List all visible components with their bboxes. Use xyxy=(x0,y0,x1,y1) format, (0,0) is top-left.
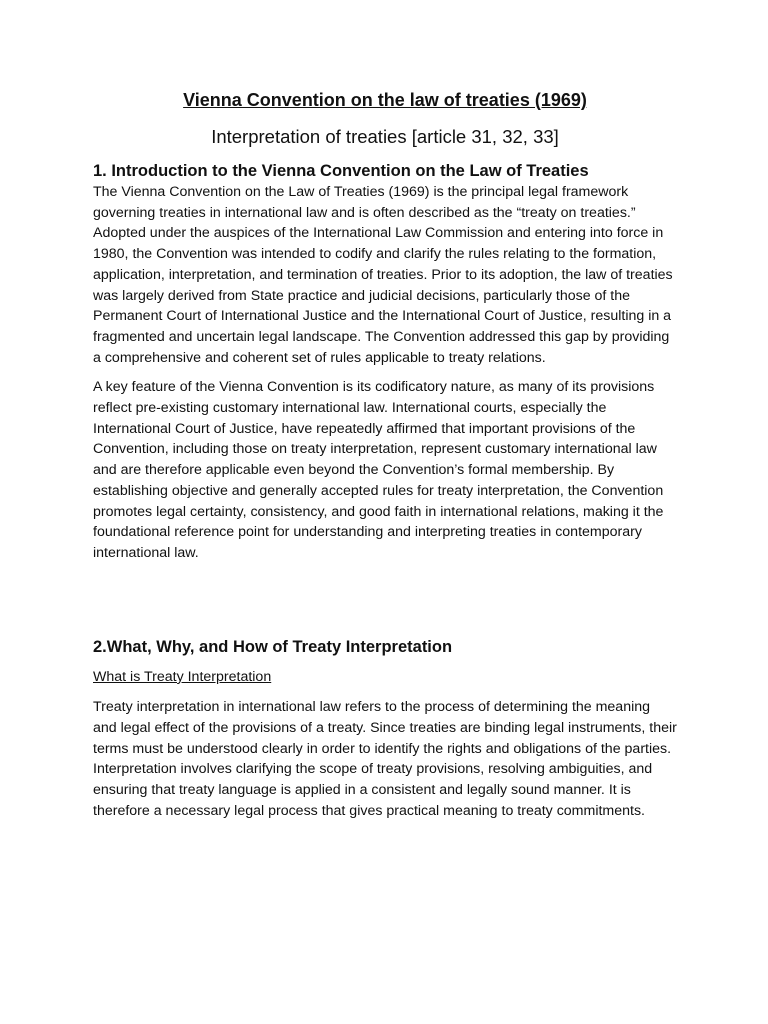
section-introduction xyxy=(93,160,677,564)
subheading: What is Treaty Interpretation xyxy=(93,668,272,685)
document-page xyxy=(93,88,677,822)
paragraph: The Vienna Convention on the Law of Treaties (1969) is the principal legal framework governing treaties in international law and is often described as the “treaty on treaties.” Adopted under the auspices of the International Law Commission and entering into force in 1980, the Convention was intended to codify and clarify the rules relating to the formation, application, interpretation, and termination of treaties. Prior to its adoption, the law of treaties was largely derived from State practice and judicial decisions, particularly those of the Permanent Court of International Justice and the International Court of Justice, resulting in a fragmented and uncertain legal landscape. The Convention addressed this gap by providing a comprehensive and coherent set of rules applicable to treaty relations. xyxy=(93,184,673,366)
document-title: Vienna Convention on the law of treaties (1969) xyxy=(183,90,587,110)
section-heading: 1. Introduction to the Vienna Convention on the Law of Treaties xyxy=(93,162,589,180)
paragraph: Treaty interpretation in international law refers to the process of determining the meaning and legal effect of the provisions of a treaty. Since treaties are binding legal instruments, their terms must be understood clearly in order to identify the rights and obligations of the parties. Interpretation involves clarifying the scope of treaty provisions, resolving ambiguities, and ensuring that treaty language is applied in a consistent and legally sound manner. It is therefore a necessary legal process that gives practical meaning to treaty commitments. xyxy=(93,699,677,819)
section-heading: 2.What, Why, and How of Treaty Interpretation xyxy=(93,637,453,656)
document-subtitle: Interpretation of treaties [article 31, 32, 33] xyxy=(211,126,559,147)
section-treaty-interpretation xyxy=(93,636,677,822)
paragraph: A key feature of the Vienna Convention is its codificatory nature, as many of its provisions reflect pre-existing customary international law. International courts, especially the International Court of Justice, have repeatedly affirmed that important provisions of the Convention, including those on treaty interpretation, represent customary international law and are therefore applicable even beyond the Convention’s formal membership. By establishing objective and generally accepted rules for treaty interpretation, the Convention promotes legal certainty, consistency, and good faith in international relations, making it the foundational reference point for understanding and interpreting treaties in contemporary international law. xyxy=(93,379,664,561)
